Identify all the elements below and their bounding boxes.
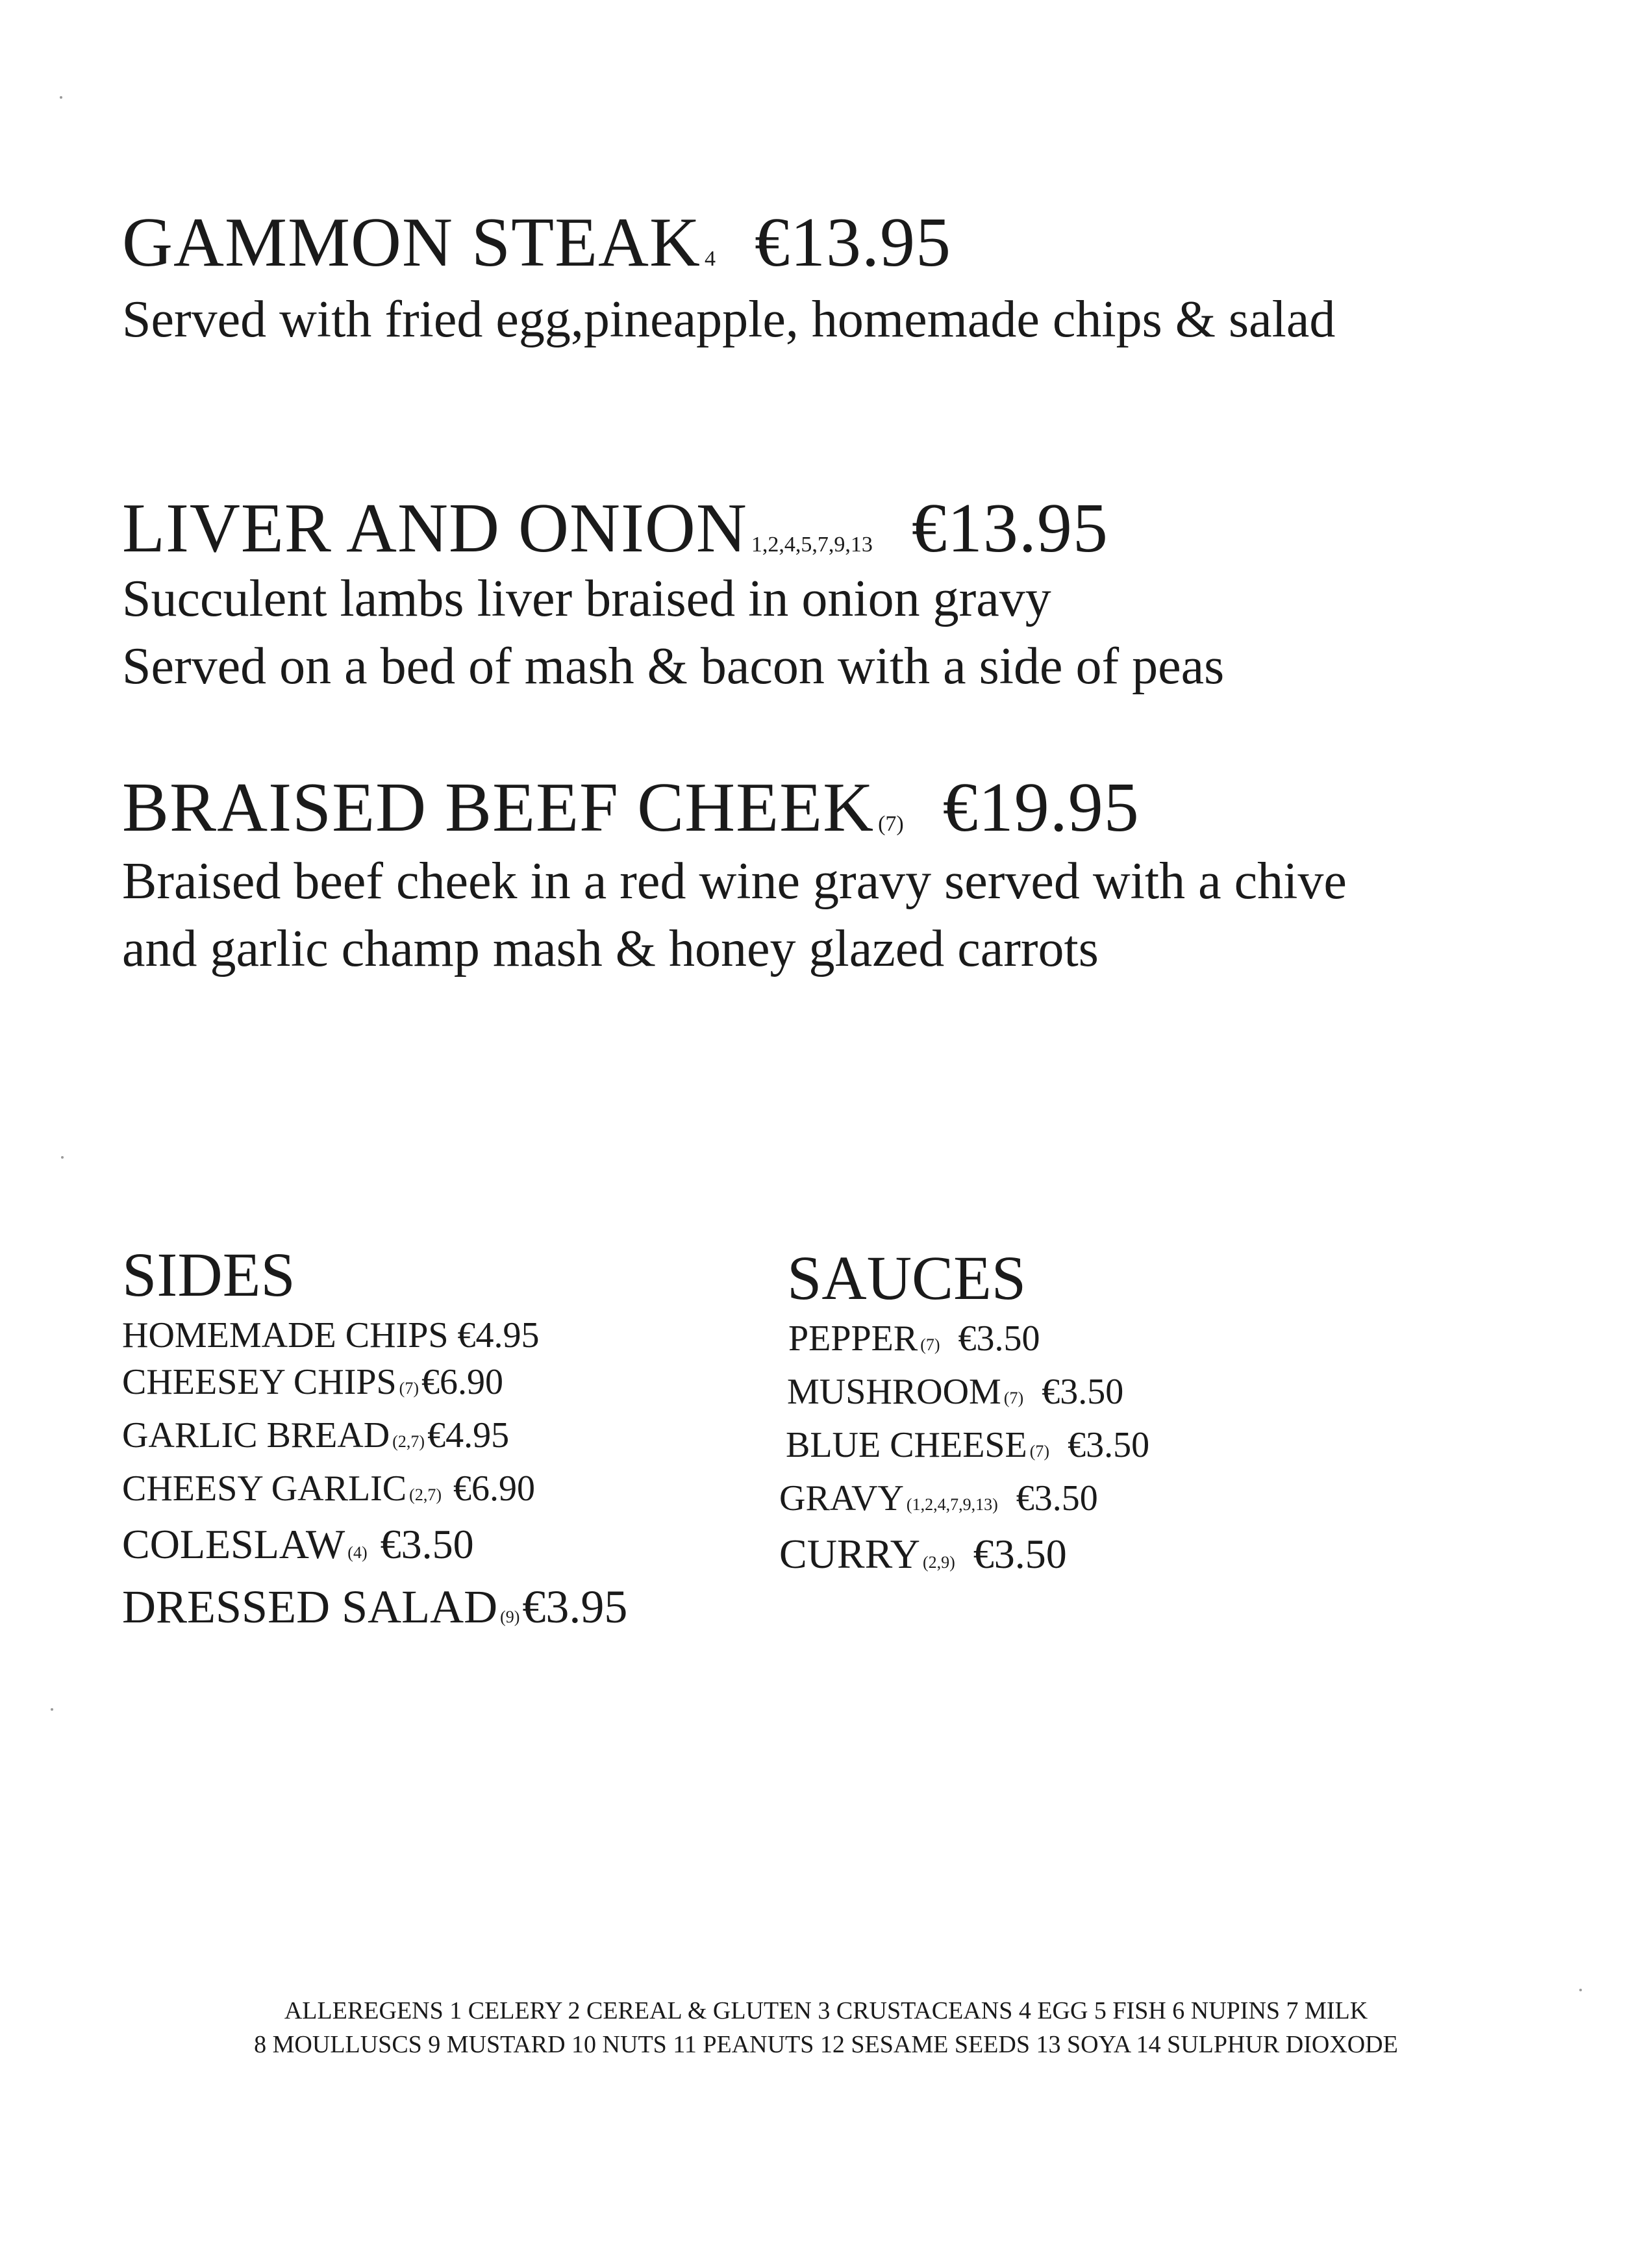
list-item: BLUE CHEESE (7) €3.50 bbox=[786, 1425, 1150, 1465]
allergen-key-line: 8 MOULLUSCS 9 MUSTARD 10 NUTS 11 PEANUTS 12 SESAME SEEDS 13 SOYA 14 SULPHUR DIOXODE bbox=[254, 2031, 1398, 2058]
sauces-list bbox=[779, 1315, 1149, 1589]
sides-heading: SIDES bbox=[122, 1240, 295, 1309]
dish-description-braised-beef-cheek: Braised beef cheek in a red wine gravy served with a chive and garlic champ mash & honey glazed carrots bbox=[122, 853, 1347, 977]
dish-price: €19.95 bbox=[942, 769, 1140, 846]
list-item: GARLIC BREAD (2,7)€4.95 bbox=[122, 1415, 510, 1455]
list-item: CURRY (2,9) €3.50 bbox=[779, 1531, 1067, 1577]
list-item: MUSHROOM (7) €3.50 bbox=[787, 1372, 1124, 1412]
allergen-key bbox=[0, 1994, 1652, 2061]
scan-speck bbox=[51, 1708, 53, 1711]
scan-speck bbox=[1579, 1989, 1582, 1991]
list-item: PEPPER (7) €3.50 bbox=[788, 1318, 1040, 1359]
dish-title-gammon-steak bbox=[122, 204, 952, 281]
sides-list bbox=[122, 1312, 627, 1645]
list-item: HOMEMADE CHIPS €4.95 bbox=[122, 1315, 540, 1355]
scan-speck bbox=[60, 96, 62, 99]
list-item: DRESSED SALAD (9)€3.95 bbox=[122, 1581, 628, 1633]
list-item: CHEESY GARLIC (2,7) €6.90 bbox=[122, 1468, 535, 1509]
dish-price: €13.95 bbox=[911, 490, 1108, 567]
dish-description-gammon-steak: Served with fried egg,pineapple, homemade chips & salad bbox=[122, 291, 1336, 348]
dish-allergens: 1,2,4,5,7,9,13 bbox=[751, 533, 873, 557]
dish-name: BRAISED BEEF CHEEK bbox=[122, 769, 875, 846]
dish-name: GAMMON STEAK bbox=[122, 204, 701, 281]
dish-allergens: (7) bbox=[878, 812, 904, 836]
dish-title-braised-beef-cheek bbox=[122, 769, 1140, 846]
sauces-heading: SAUCES bbox=[787, 1243, 1027, 1313]
list-item: CHEESEY CHIPS (7)€6.90 bbox=[122, 1362, 503, 1402]
dish-description-liver-and-onion bbox=[122, 565, 1421, 700]
description-line: Succulent lambs liver braised in onion gravy bbox=[122, 570, 1051, 627]
allergen-key-line: ALLEREGENS 1 CELERY 2 CEREAL & GLUTEN 3 CRUSTACEANS 4 EGG 5 FISH 6 NUPINS 7 MILK bbox=[284, 1997, 1368, 2024]
list-item: GRAVY (1,2,4,7,9,13) €3.50 bbox=[779, 1478, 1098, 1518]
dish-name: LIVER AND ONION bbox=[122, 490, 747, 567]
dish-allergens: 4 bbox=[705, 247, 716, 271]
dish-price: €13.95 bbox=[755, 204, 952, 281]
description-line: Served on a bed of mash & bacon with a side of peas bbox=[122, 638, 1225, 695]
scan-speck bbox=[61, 1156, 64, 1159]
dish-title-liver-and-onion bbox=[122, 490, 1108, 567]
list-item: COLESLAW (4) €3.50 bbox=[122, 1521, 474, 1567]
